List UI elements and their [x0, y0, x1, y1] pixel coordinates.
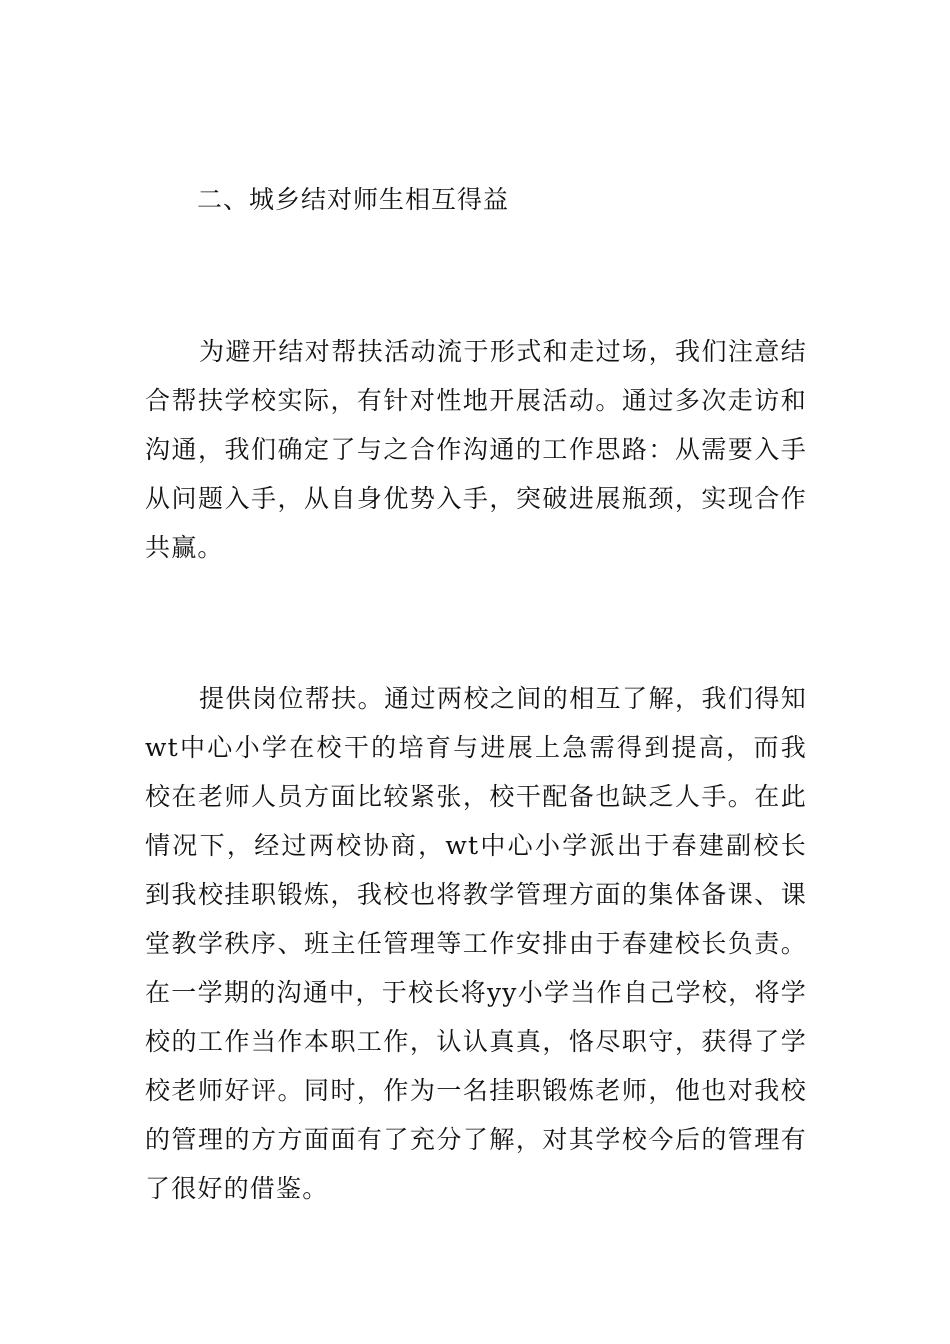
section-heading: 二、城乡结对师生相互得益	[197, 185, 510, 214]
paragraph-2: 提供岗位帮扶。通过两校之间的相互了解，我们得知wt中心小学在校干的培育与进展上急需得到提高，而我校在老师人员方面比较紧张，校干配备也缺乏人手。在此情况下，经过两校协商，wt中心小学派出于春建副校长到我校挂职锻炼，我校也将教学管理方面的集体备课、课堂教学秩序、班主任管理等工作安排由于春建校长负责。在一学期的沟通中，于校长将yy小学当作自己学校，将学校的工作当作本职工作，认认真真，恪尽职守，获得了学校老师好评。同时，作为一名挂职锻炼老师，他也对我校的管理的方方面面有了充分了解，对其学校今后的管理有了很好的借鉴。	[145, 684, 807, 1203]
paragraph-1: 为避开结对帮扶活动流于形式和走过场，我们注意结合帮扶学校实际，有针对性地开展活动。通过多次走访和沟通，我们确定了与之合作沟通的工作思路：从需要入手从问题入手，从自身优势入手，突破进展瓶颈，实现合作共赢。	[145, 337, 807, 562]
